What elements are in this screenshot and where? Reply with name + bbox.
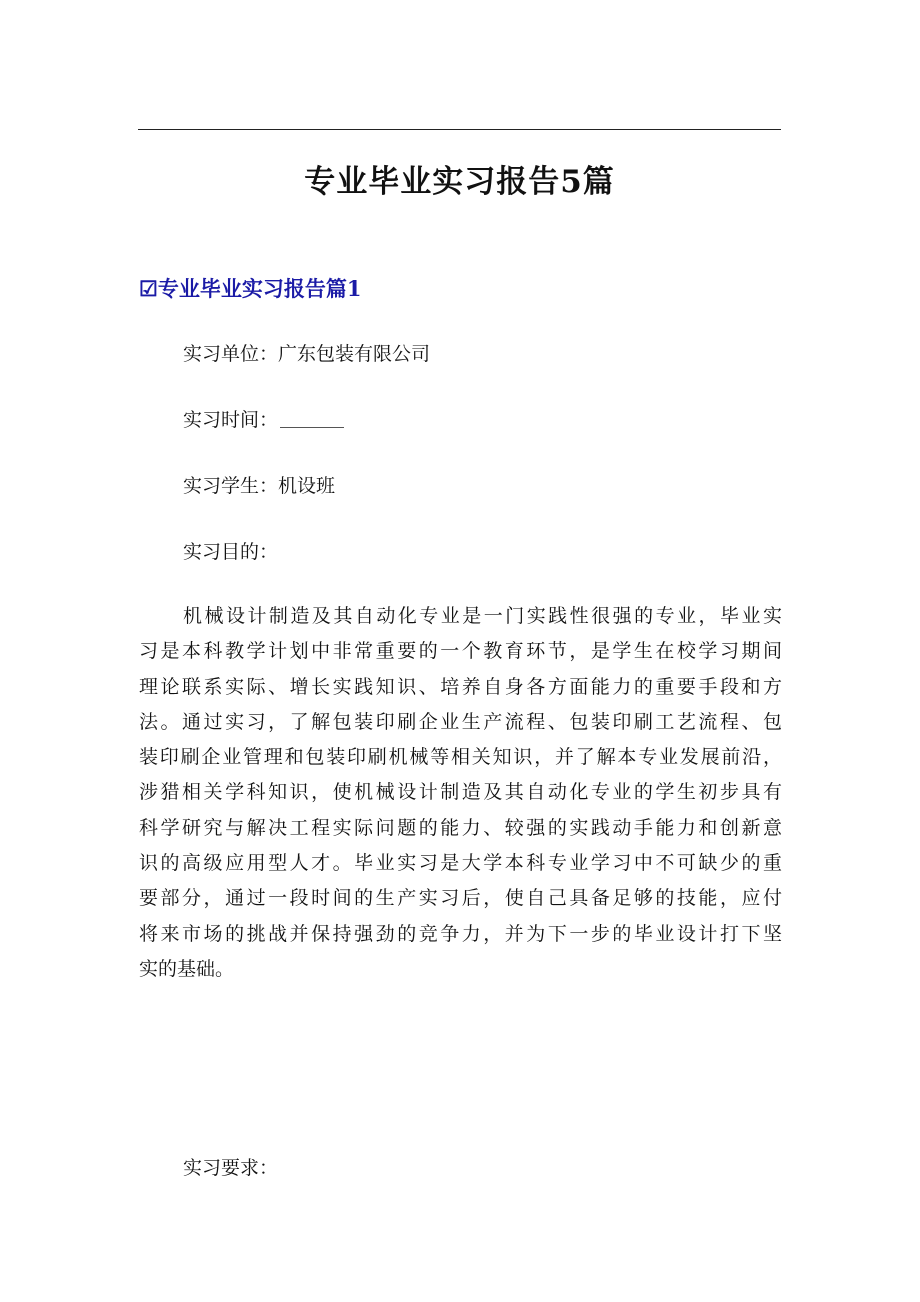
internship-unit: 实习单位：广东包装有限公司 bbox=[183, 343, 431, 365]
paragraph-line: 实的基础。 bbox=[139, 957, 235, 980]
paragraph-line: 识的高级应用型人才。毕业实习是大学本科专业学习中不可缺少的重 bbox=[139, 852, 782, 875]
document-title: 专业毕业实习报告5篇 bbox=[304, 164, 615, 200]
internship-requirements-label: 实习要求： bbox=[183, 1157, 279, 1179]
paragraph-line: 习是本科教学计划中非常重要的一个教育环节，是学生在校学习期间 bbox=[139, 640, 782, 663]
internship-student: 实习学生：机设班 bbox=[183, 475, 336, 497]
internship-time bbox=[183, 404, 344, 436]
paragraph-line: 要部分，通过一段时间的生产实习后，使自己具备足够的技能，应付 bbox=[139, 887, 782, 910]
section-heading-text: 专业毕业实习报告篇1 bbox=[157, 276, 362, 301]
internship-purpose-label: 实习目的： bbox=[183, 541, 279, 563]
section-heading bbox=[139, 272, 361, 306]
paragraph-line: 涉猎相关学科知识，使机械设计制造及其自动化专业的学生初步具有 bbox=[139, 781, 782, 804]
paragraph-line: 科学研究与解决工程实际问题的能力、较强的实践动手能力和创新意 bbox=[139, 816, 782, 839]
paragraph-line: 将来市场的挑战并保持强劲的竞争力，并为下一步的毕业设计打下坚 bbox=[139, 922, 782, 945]
paragraph-line: 理论联系实际、增长实践知识、培养自身各方面能力的重要手段和方 bbox=[139, 675, 782, 698]
paragraph-line: 装印刷企业管理和包装印刷机械等相关知识，并了解本专业发展前沿， bbox=[139, 746, 782, 769]
internship-time-label: 实习时间： bbox=[183, 409, 279, 431]
blank-underline bbox=[280, 409, 344, 428]
checkbox-icon: ☑ bbox=[139, 276, 158, 301]
paragraph-line: 法。通过实习，了解包装印刷企业生产流程、包装印刷工艺流程、包 bbox=[139, 710, 782, 733]
header-rule bbox=[138, 129, 781, 130]
purpose-paragraph bbox=[139, 599, 782, 987]
paragraph-line: 机械设计制造及其自动化专业是一门实践性很强的专业，毕业实 bbox=[183, 605, 782, 627]
